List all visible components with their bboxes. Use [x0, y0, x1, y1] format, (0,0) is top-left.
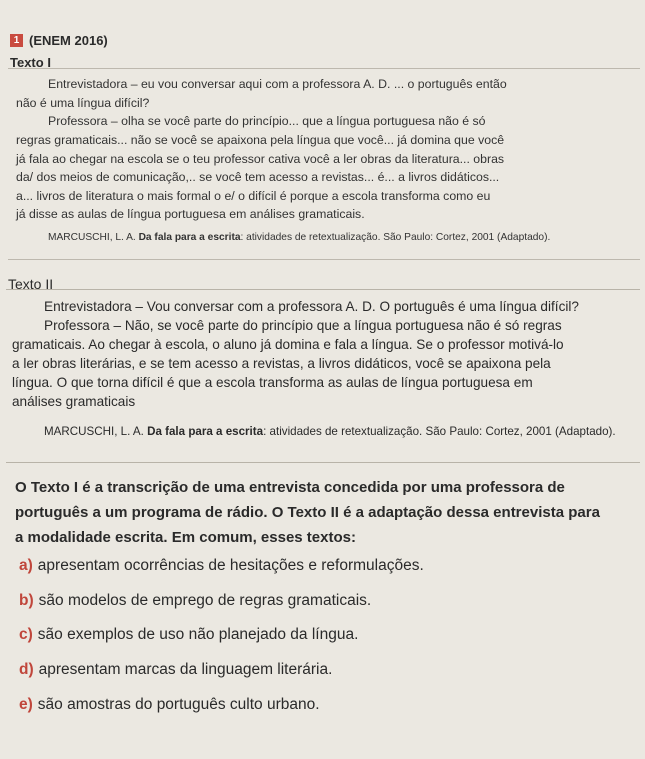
- texto1-line: não é uma língua difícil?: [16, 96, 150, 110]
- stem-line: O Texto I é a transcrição de uma entrevista concedida por uma professora de: [15, 479, 565, 496]
- stem-line: português a um programa de rádio. O Texto II é a adaptação dessa entrevista para: [15, 504, 600, 521]
- option-e[interactable]: [19, 696, 320, 714]
- texto1-line: regras gramaticais... não se você se apaixona pela língua que você... já domina que você: [16, 133, 505, 147]
- stem-line: a modalidade escrita. Em comum, esses textos:: [15, 529, 356, 546]
- question-number-badge: 1: [10, 34, 23, 47]
- texto1-line: a... livros de literatura o mais formal o e/ o difícil é porque a escola transforma como eu: [16, 189, 491, 203]
- question-stem: [15, 475, 640, 550]
- option-letter: e): [19, 696, 33, 713]
- option-text: são amostras do português culto urbano.: [37, 696, 320, 713]
- texto2-line: língua. O que torna difícil é que a escola transforma as aulas de língua portuguesa em: [12, 375, 533, 390]
- option-letter: b): [19, 592, 34, 609]
- texto1-line: já disse as aulas de língua portuguesa em análises gramaticais.: [16, 207, 365, 221]
- texto2-label: Texto II: [8, 276, 54, 292]
- texto2-line: a ler obras literárias, e se tem acesso a revistas, a livros didáticos, você se apaixona pela: [12, 356, 551, 371]
- option-a[interactable]: [19, 557, 424, 575]
- exam-title: (ENEM 2016): [29, 33, 108, 48]
- option-text: apresentam marcas da linguagem literária.: [38, 661, 333, 678]
- texto1-reference: MARCUSCHI, L. A. Da fala para a escrita: atividades de retextualização. São Paulo: Cortez, 2001 (Adaptado).: [48, 232, 551, 243]
- texto2-line: Entrevistadora – Vou conversar com a professora A. D. O português é uma língua difícil?: [44, 299, 579, 314]
- texto2-reference: MARCUSCHI, L. A. Da fala para a escrita: atividades de retextualização. São Paulo: Cortez, 2001 (Adaptado).: [44, 425, 616, 438]
- texto1-line: da/ dos meios de comunicação,.. se você tem acesso a revistas... é... a livros didáticos...: [16, 170, 500, 184]
- texto2-line: gramaticais. Ao chegar à escola, o aluno já domina e fala a língua. Se o professor motivá-lo: [12, 337, 564, 352]
- texto1-line: Professora – olha se você parte do princípio... que a língua portuguesa não é só: [48, 114, 486, 128]
- option-letter: d): [19, 661, 34, 678]
- option-letter: c): [19, 626, 33, 643]
- option-b[interactable]: [19, 592, 371, 610]
- option-c[interactable]: [19, 626, 358, 644]
- texto2-line: Professora – Não, se você parte do princípio que a língua portuguesa não é só regras: [44, 318, 562, 333]
- option-text: são modelos de emprego de regras gramaticais.: [38, 592, 372, 609]
- option-letter: a): [19, 557, 33, 574]
- texto1-label: Texto I: [10, 55, 51, 70]
- texto1-line: já fala ao chegar na escola se o teu professor cativa você a ler obras da literatura... obras: [16, 152, 505, 166]
- option-text: são exemplos de uso não planejado da língua.: [37, 626, 359, 643]
- texto1-line: Entrevistadora – eu vou conversar aqui com a professora A. D. ... o português então: [48, 77, 507, 91]
- texto2-line: análises gramaticais: [12, 394, 136, 409]
- question-header: [10, 33, 108, 48]
- option-d[interactable]: [19, 661, 332, 679]
- option-text: apresentam ocorrências de hesitações e reformulações.: [37, 557, 424, 574]
